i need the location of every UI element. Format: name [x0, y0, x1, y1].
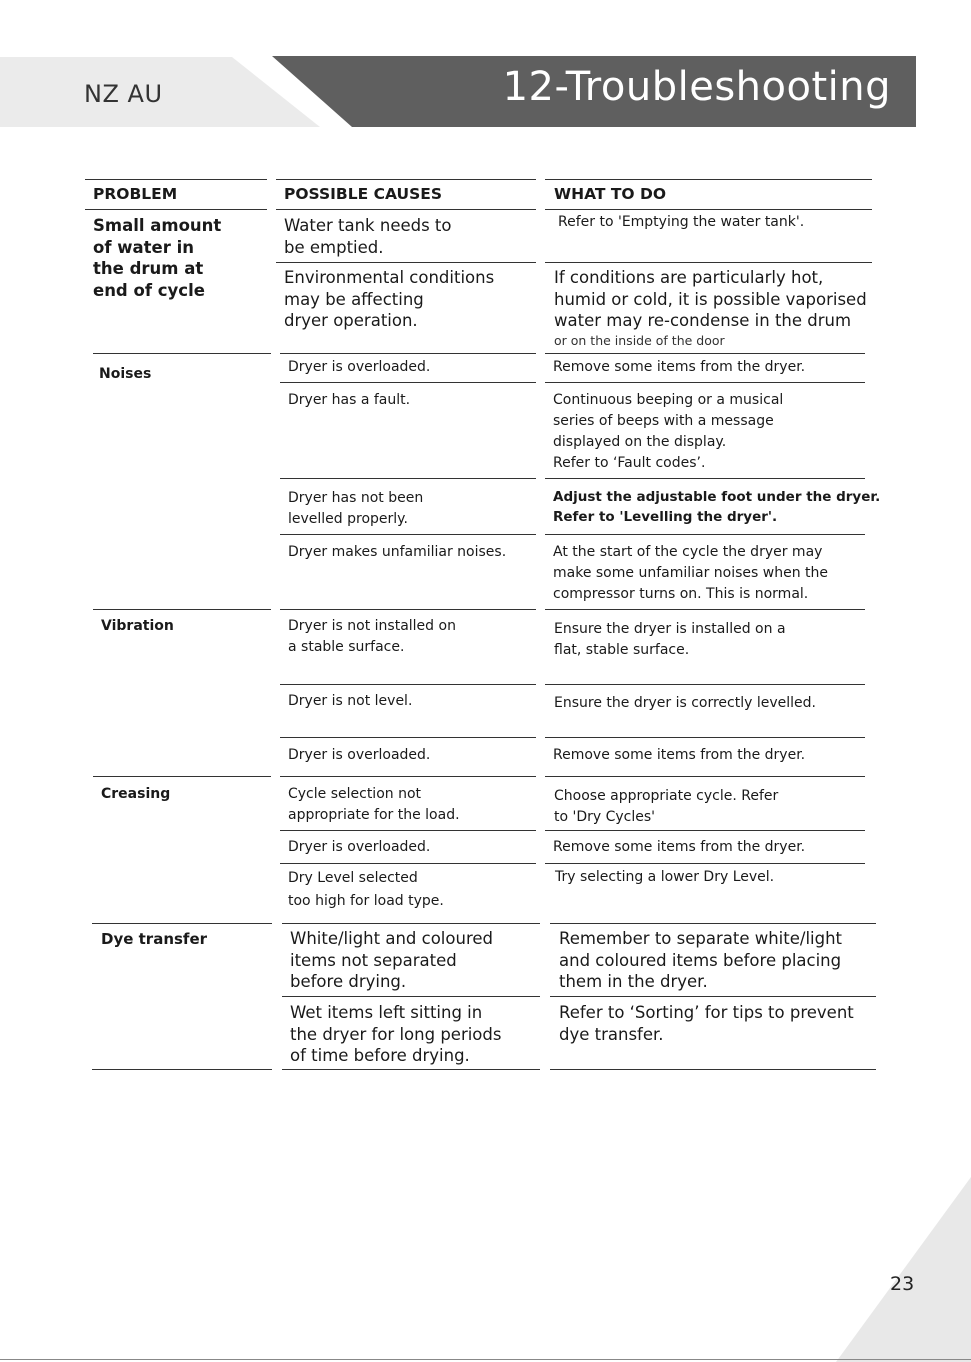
action-note: or on the inside of the door — [554, 333, 725, 348]
group-rule — [282, 923, 540, 924]
cause-text: Dryer is overloaded. — [288, 747, 431, 763]
row-rule — [545, 830, 865, 831]
row-rule — [280, 830, 536, 831]
column-header-causes: POSSIBLE CAUSES — [284, 185, 443, 203]
table-top-rule — [545, 179, 872, 180]
table-top-rule — [276, 179, 536, 180]
region-label: NZ AU — [84, 80, 163, 108]
page-number: 23 — [890, 1273, 915, 1295]
action-text: Remember to separate white/light and coloured items before placing them in the dryer. — [559, 929, 843, 991]
group-rule — [92, 923, 272, 924]
row-rule — [545, 478, 865, 479]
row-rule — [545, 534, 865, 535]
row-rule — [545, 262, 872, 263]
group-rule — [545, 609, 865, 610]
cause-text: Dryer is not installed on a stable surface. — [288, 618, 456, 655]
table-bottom-rule — [282, 1069, 540, 1070]
cause-text: too high for load type. — [288, 893, 444, 909]
action-text: Remove some items from the dryer. — [553, 747, 806, 763]
column-header-problem: PROBLEM — [93, 185, 178, 203]
row-rule — [280, 737, 536, 738]
group-rule — [545, 776, 865, 777]
cause-text: Dry Level selected — [288, 870, 418, 886]
table-bottom-rule — [92, 1069, 272, 1070]
action-text: Choose appropriate cycle. Refer to 'Dry Cycles' — [554, 788, 779, 825]
cause-text: Environmental conditions may be affecting dryer operation. — [284, 268, 495, 330]
cause-text: Water tank needs to be emptied. — [284, 216, 452, 257]
row-rule — [545, 382, 865, 383]
action-text: At the start of the cycle the dryer may make some unfamiliar noises when the compressor turns on. This is normal. — [553, 544, 829, 602]
group-rule — [280, 609, 536, 610]
group-rule — [93, 353, 271, 354]
header-rule — [85, 209, 267, 210]
table-bottom-rule — [550, 1069, 876, 1070]
page-title: 12-Troubleshooting — [502, 64, 891, 110]
cause-text: Dryer is overloaded. — [288, 359, 431, 375]
cause-text: Dryer has a fault. — [288, 392, 411, 408]
group-rule — [93, 776, 271, 777]
problem-noises: Noises — [99, 366, 152, 382]
action-text: Continuous beeping or a musical series of beeps with a message displayed on the display. Refer to ‘Fault codes’. — [553, 392, 784, 471]
column-header-action: WHAT TO DO — [554, 185, 667, 203]
table-top-rule — [85, 179, 267, 180]
row-rule — [280, 863, 536, 864]
cause-text: Dryer is overloaded. — [288, 839, 431, 855]
cause-text: Cycle selection not appropriate for the load. — [288, 786, 460, 823]
group-rule — [545, 353, 865, 354]
header-rule — [276, 209, 536, 210]
group-rule — [280, 353, 536, 354]
cause-text: Dryer is not level. — [288, 693, 413, 709]
group-rule — [550, 923, 876, 924]
group-rule — [93, 609, 271, 610]
action-text: Adjust the adjustable foot under the dryer. Refer to 'Levelling the dryer'. — [553, 489, 881, 525]
action-text: Remove some items from the dryer. — [553, 359, 806, 375]
action-text: Ensure the dryer is installed on a flat, stable surface. — [554, 621, 786, 658]
problem-vibration: Vibration — [101, 618, 174, 634]
cause-text: Wet items left sitting in the dryer for long periods of time before drying. — [290, 1003, 502, 1065]
row-rule — [545, 863, 865, 864]
cause-text: White/light and coloured items not separated before drying. — [290, 929, 493, 991]
action-text: If conditions are particularly hot, humid or cold, it is possible vaporised water may re-condense in the drum — [554, 268, 867, 330]
action-text: Try selecting a lower Dry Level. — [555, 869, 775, 885]
problem-water-in-drum: Small amount of water in the drum at end of cycle — [93, 216, 222, 300]
row-rule — [280, 534, 536, 535]
action-text: Refer to ‘Sorting’ for tips to prevent dye transfer. — [559, 1003, 854, 1044]
group-rule — [280, 776, 536, 777]
cause-text: Dryer makes unfamiliar noises. — [288, 544, 507, 560]
row-rule — [280, 382, 536, 383]
row-rule — [276, 262, 536, 263]
page-edge-line — [0, 1359, 971, 1360]
action-text: Ensure the dryer is correctly levelled. — [554, 695, 816, 711]
row-rule — [550, 996, 876, 997]
row-rule — [280, 684, 536, 685]
problem-dye-transfer: Dye transfer — [101, 930, 208, 948]
cause-text: Dryer has not been levelled properly. — [288, 490, 424, 527]
header-rule — [545, 209, 872, 210]
problem-creasing: Creasing — [101, 786, 171, 802]
page-corner-decoration — [836, 1177, 971, 1362]
row-rule — [545, 737, 865, 738]
row-rule — [545, 684, 865, 685]
row-rule — [280, 478, 536, 479]
action-text: Remove some items from the dryer. — [553, 839, 806, 855]
row-rule — [282, 996, 540, 997]
action-text: Refer to 'Emptying the water tank'. — [558, 214, 805, 230]
